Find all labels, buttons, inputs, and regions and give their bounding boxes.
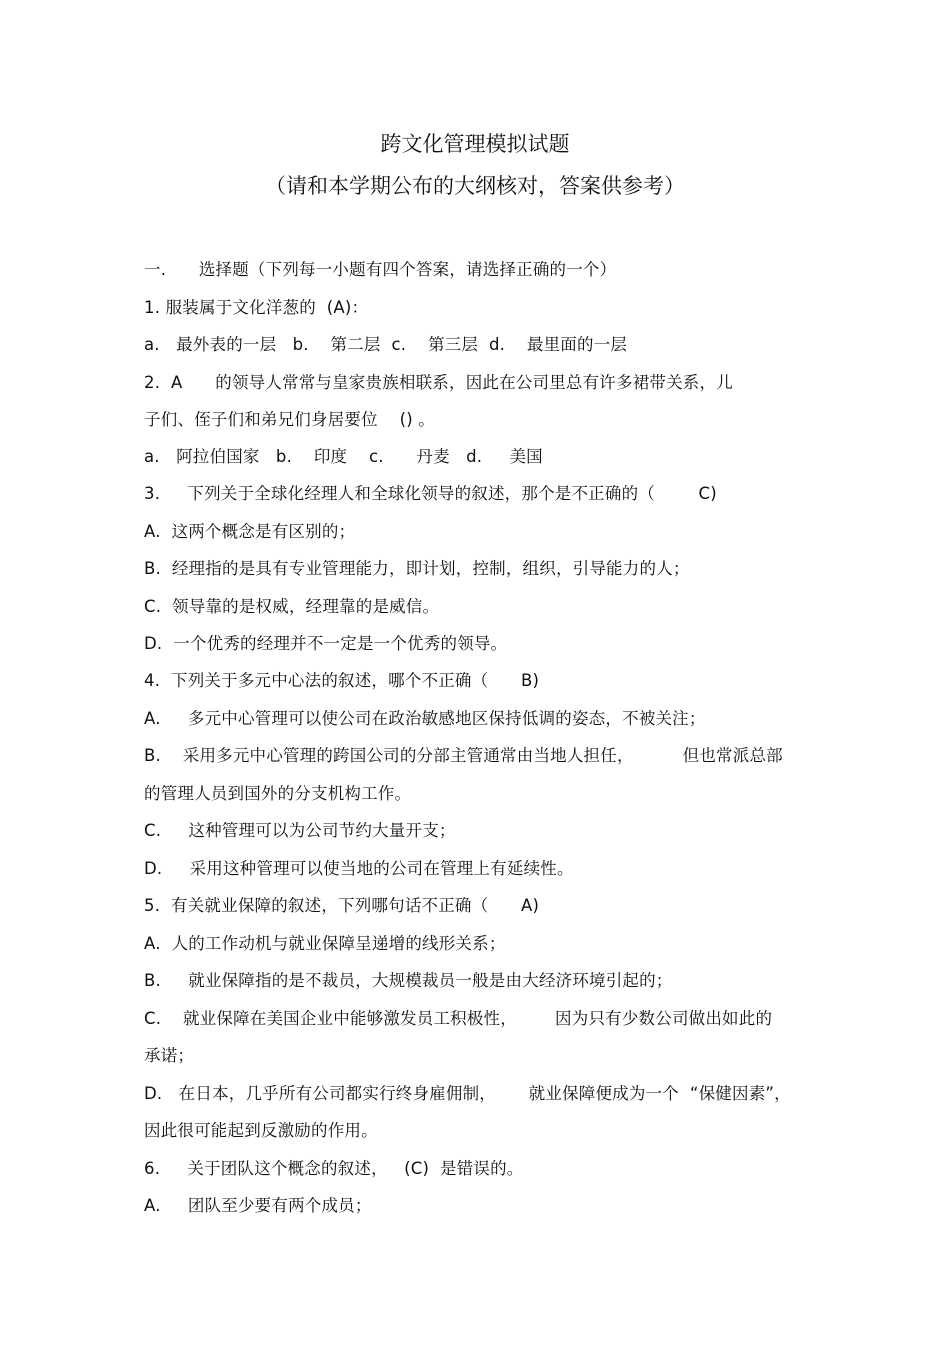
question-6-option-a: A. 团队至少要有两个成员； <box>144 1196 372 1215</box>
question-5-option-c-continued: 承诺； <box>144 1046 195 1065</box>
question-5-option-d-continued: 因此很可能起到反激励的作用。 <box>144 1121 378 1140</box>
question-3-option-d: D. 一个优秀的经理并不一定是一个优秀的领导。 <box>144 634 508 653</box>
document-subtitle: （请和本学期公布的大纲核对，答案供参考） <box>265 174 685 198</box>
question-3: 3. 下列关于全球化经理人和全球化领导的叙述，那个是不正确的（ C) <box>144 484 717 503</box>
question-5: 5. 有关就业保障的叙述，下列哪句话不正确（ A) <box>144 896 540 915</box>
question-5-option-a: A. 人的工作动机与就业保障呈递增的线形关系； <box>144 934 506 953</box>
question-3-option-c: C. 领导靠的是权威，经理靠的是威信。 <box>144 597 440 616</box>
question-1: 1. 服装属于文化洋葱的 (A)： <box>144 298 369 317</box>
question-4-option-c: C. 这种管理可以为公司节约大量开支； <box>144 821 456 840</box>
question-3-option-a: A. 这两个概念是有区别的； <box>144 522 356 541</box>
question-2: 2. A 的领导人常常与皇家贵族相联系，因此在公司里总有许多裙带关系，儿 <box>144 373 733 392</box>
question-2-continued: 子们、侄子们和弟兄们身居要位 () 。 <box>144 410 435 429</box>
section-heading: 一. 选择题（下列每一小题有四个答案，请选择正确的一个） <box>144 260 617 279</box>
question-1-options: a. 最外表的一层 b. 第二层 c. 第三层 d. 最里面的一层 <box>144 335 628 354</box>
question-4-option-d: D. 采用这种管理可以使当地的公司在管理上有延续性。 <box>144 859 574 878</box>
question-2-options: a. 阿拉伯国家 b. 印度 c. 丹麦 d. 美国 <box>144 447 543 466</box>
question-5-option-b: B. 就业保障指的是不裁员，大规模裁员一般是由大经济环境引起的； <box>144 971 673 990</box>
question-4: 4. 下列关于多元中心法的叙述，哪个不正确（ B) <box>144 671 540 690</box>
document-title: 跨文化管理模拟试题 <box>380 132 570 156</box>
question-6: 6. 关于团队这个概念的叙述， (C) 是错误的。 <box>144 1159 524 1178</box>
question-5-option-d: D. 在日本，几乎所有公司都实行终身雇佣制， 就业保障便成为一个 “保健因素”， <box>144 1084 791 1103</box>
question-5-option-c: C. 就业保障在美国企业中能够激发员工积极性， 因为只有少数公司做出如此的 <box>144 1009 773 1028</box>
question-4-option-b-continued: 的管理人员到国外的分支机构工作。 <box>144 784 412 803</box>
question-4-option-b: B. 采用多元中心管理的跨国公司的分部主管通常由当地人担任， 但也常派总部 <box>144 746 783 765</box>
question-3-option-b: B. 经理指的是具有专业管理能力，即计划，控制，组织，引导能力的人； <box>144 559 690 578</box>
question-4-option-a: A. 多元中心管理可以使公司在政治敏感地区保持低调的姿态，不被关注； <box>144 709 706 728</box>
